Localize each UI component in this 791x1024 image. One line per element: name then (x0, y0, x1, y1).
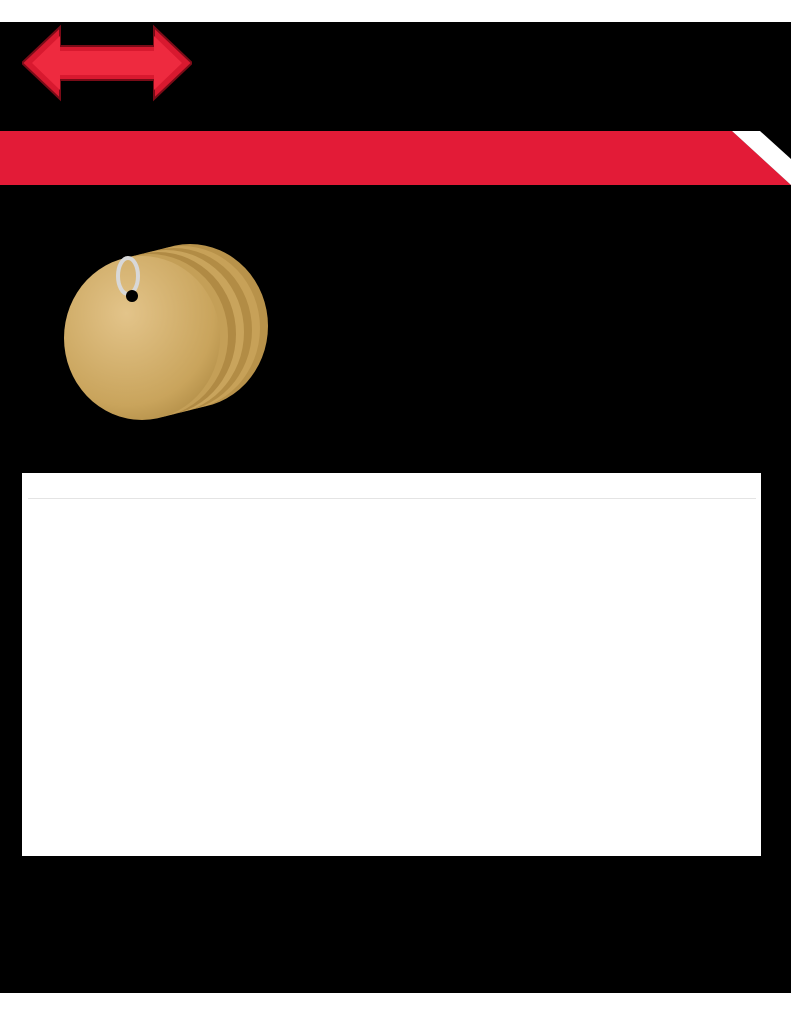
title-banner (0, 131, 791, 185)
typical-sizes-cell (232, 476, 756, 498)
row-label (28, 476, 232, 498)
brass-tags-image (50, 236, 280, 426)
characteristics-table (22, 473, 761, 856)
msc-logo (22, 24, 192, 102)
page (0, 22, 791, 993)
banner-shape (0, 131, 791, 185)
table-row (28, 476, 756, 498)
